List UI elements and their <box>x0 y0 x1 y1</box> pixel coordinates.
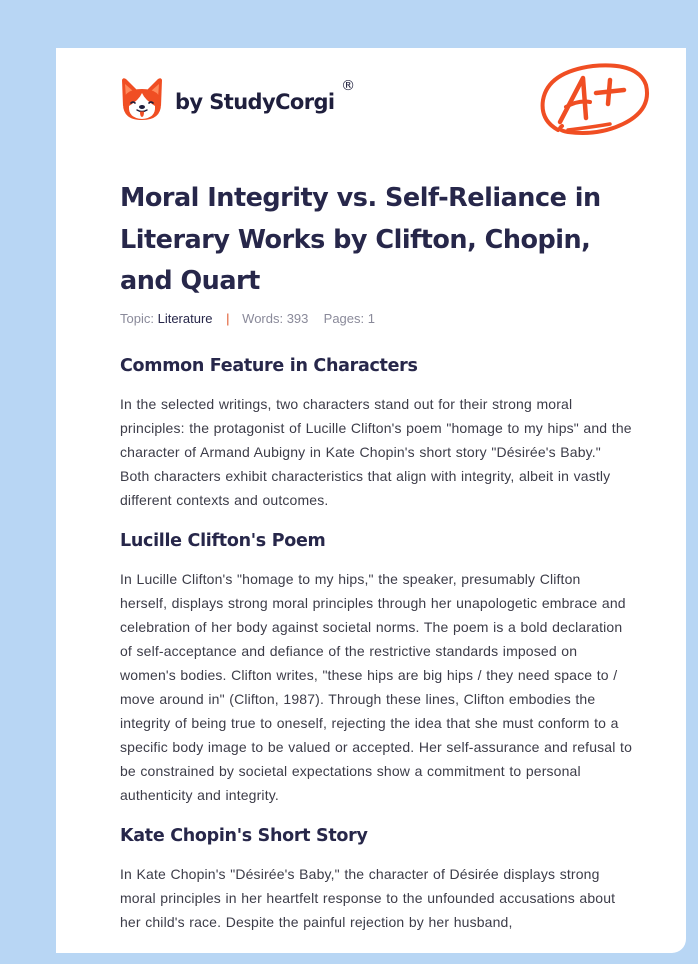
section-heading: Lucille Clifton's Poem <box>120 531 326 551</box>
logo-text <box>175 78 355 114</box>
document-title: Moral Integrity vs. Self-Reliance in Literary Works by Clifton, Chopin, and Quart <box>120 183 601 296</box>
meta-separator: | <box>226 311 230 326</box>
section-common-feature <box>120 354 632 512</box>
registered-mark: ® <box>341 78 355 94</box>
logo-wordmark: by StudyCorgi <box>175 90 335 114</box>
section-paragraph: In Lucille Clifton's "homage to my hips," the speaker, presumably Clifton herself, displays strong moral principles through her unapologetic embrace and celebration of her body against societal norms. The poem is a bold declaration of self-acceptance and defiance of the restrictive standards imposed on women's bodies. Clifton writes, "these hips are big hips / they need space to / move around in" (Clifton, 1987). Through these lines, Clifton embodies the integrity of being true to oneself, rejecting the idea that she must conform to a specific body image to be valued or accepted. Her self-assurance and refusal to be constrained by societal expectations show a commitment to personal authenticity and integrity. <box>120 571 633 803</box>
section-chopin-story <box>120 824 632 934</box>
document-card <box>56 48 686 953</box>
section-paragraph: In the selected writings, two characters stand out for their strong moral principles: the protagonist of Lucille Clifton's poem "homage to my hips" and the character of Armand Aubigny in Kate Chopin's short story "Désirée's Baby." Both characters exhibit characteristics that align with integrity, albeit in vastly different contexts and outcomes. <box>120 396 632 508</box>
studycorgi-logo[interactable] <box>120 74 355 124</box>
section-clifton-poem <box>120 529 632 807</box>
section-heading: Kate Chopin's Short Story <box>120 826 368 846</box>
corgi-icon <box>120 76 164 122</box>
document-body <box>120 354 632 951</box>
section-paragraph: In Kate Chopin's "Désirée's Baby," the character of Désirée displays strong moral principles in her heartfelt response to the unfounded accusations about her child's race. Despite the painful rejection by her husband, <box>120 866 616 930</box>
topic-label: Topic: <box>120 311 154 326</box>
header <box>120 74 650 144</box>
word-count: Words: 393 <box>242 311 309 326</box>
topic-link[interactable]: Literature <box>157 311 213 326</box>
page-count: Pages: 1 <box>323 311 375 326</box>
a-plus-grade-icon <box>538 60 652 142</box>
section-heading: Common Feature in Characters <box>120 356 418 376</box>
document-meta <box>120 311 375 326</box>
